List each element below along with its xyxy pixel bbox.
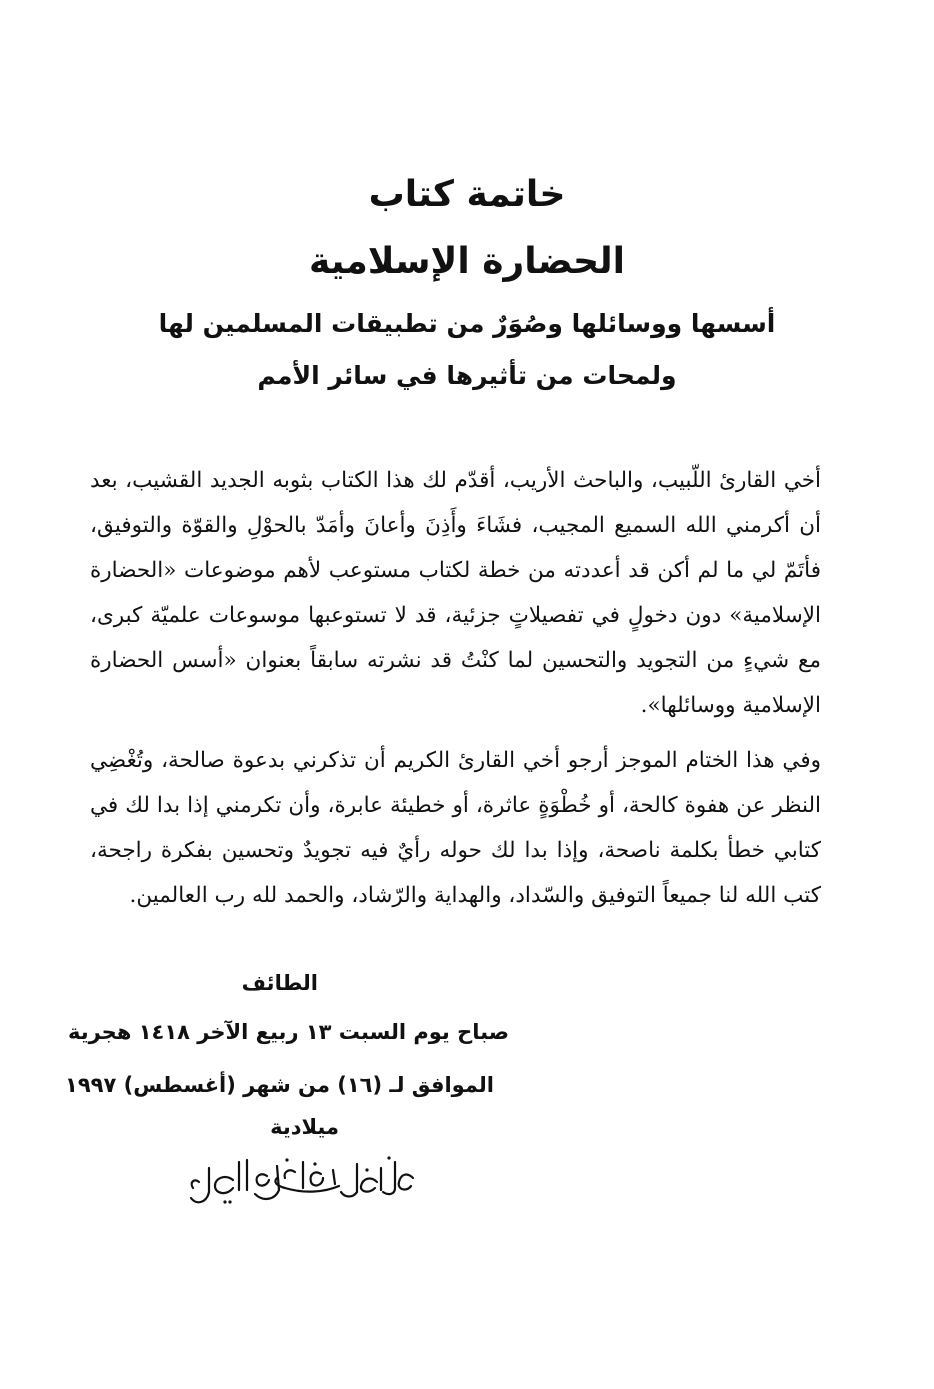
closing-date-suffix: ميلادية — [270, 1115, 339, 1139]
page-subtitle-line-1: أسسها ووسائلها وصُوَرٌ من تطبيقات المسلمين لها — [158, 309, 776, 338]
page-title-line-1: خاتمة كتاب — [368, 174, 566, 215]
closing-date-gregorian: الموافق لـ (١٦) من شهر (أغسطس) ١٩٩٧ — [65, 1073, 494, 1097]
body-paragraph-1: أخي القارئ اللّبيب، والباحث الأريب، أقدّم لك هذا الكتاب بثوبه الجديد القشيب، بعد أن أكرمني الله السميع المجيب، فشَاءَ وأَذِنَ وأعانَ وأمَدّ بالحوْلِ والقوّة والتوفيق، فأتَمّ لي ما لم أكن قد أعددته من خطة لكتاب مستوعب لأهم موضوعات «الحضارة الإسلامية» دون دخولٍ في تفصيلاتٍ جزئية، قد لا تستوعبها موسوعات علميّة كبرى، مع شيءٍ من التجويد والتحسين لما كنْتُ قد نشرته سابقاً بعنوان «أسس الحضارة الإسلامية ووسائلها». — [90, 468, 821, 718]
closing-date-hijri: صباح يوم السبت ١٣ ربيع الآخر ١٤١٨ هجرية — [68, 1020, 509, 1044]
closing-place: الطائف — [241, 971, 318, 995]
handwritten-signature — [185, 1148, 420, 1218]
body-paragraph-2: وفي هذا الختام الموجز أرجو أخي القارئ الكريم أن تذكرني بدعوة صالحة، وتُغْضِي النظر عن هفوة كالحة، أو خُطْوَةٍ عاثرة، أو خطيئة عابرة، وأن تكرمني إذا بدا لك في كتابي خطأ بكلمة ناصحة، وإذا بدا لك حوله رأيٌ فيه تجويدٌ وتحسين بفكرة راجحة، كتب الله لنا جميعاً التوفيق والسّداد، والهداية والرّشاد، والحمد لله رب العالمين. — [90, 748, 821, 908]
page-subtitle-line-2: ولمحات من تأثيرها في سائر الأمم — [257, 361, 677, 390]
page-title-line-2: الحضارة الإسلامية — [308, 241, 625, 282]
